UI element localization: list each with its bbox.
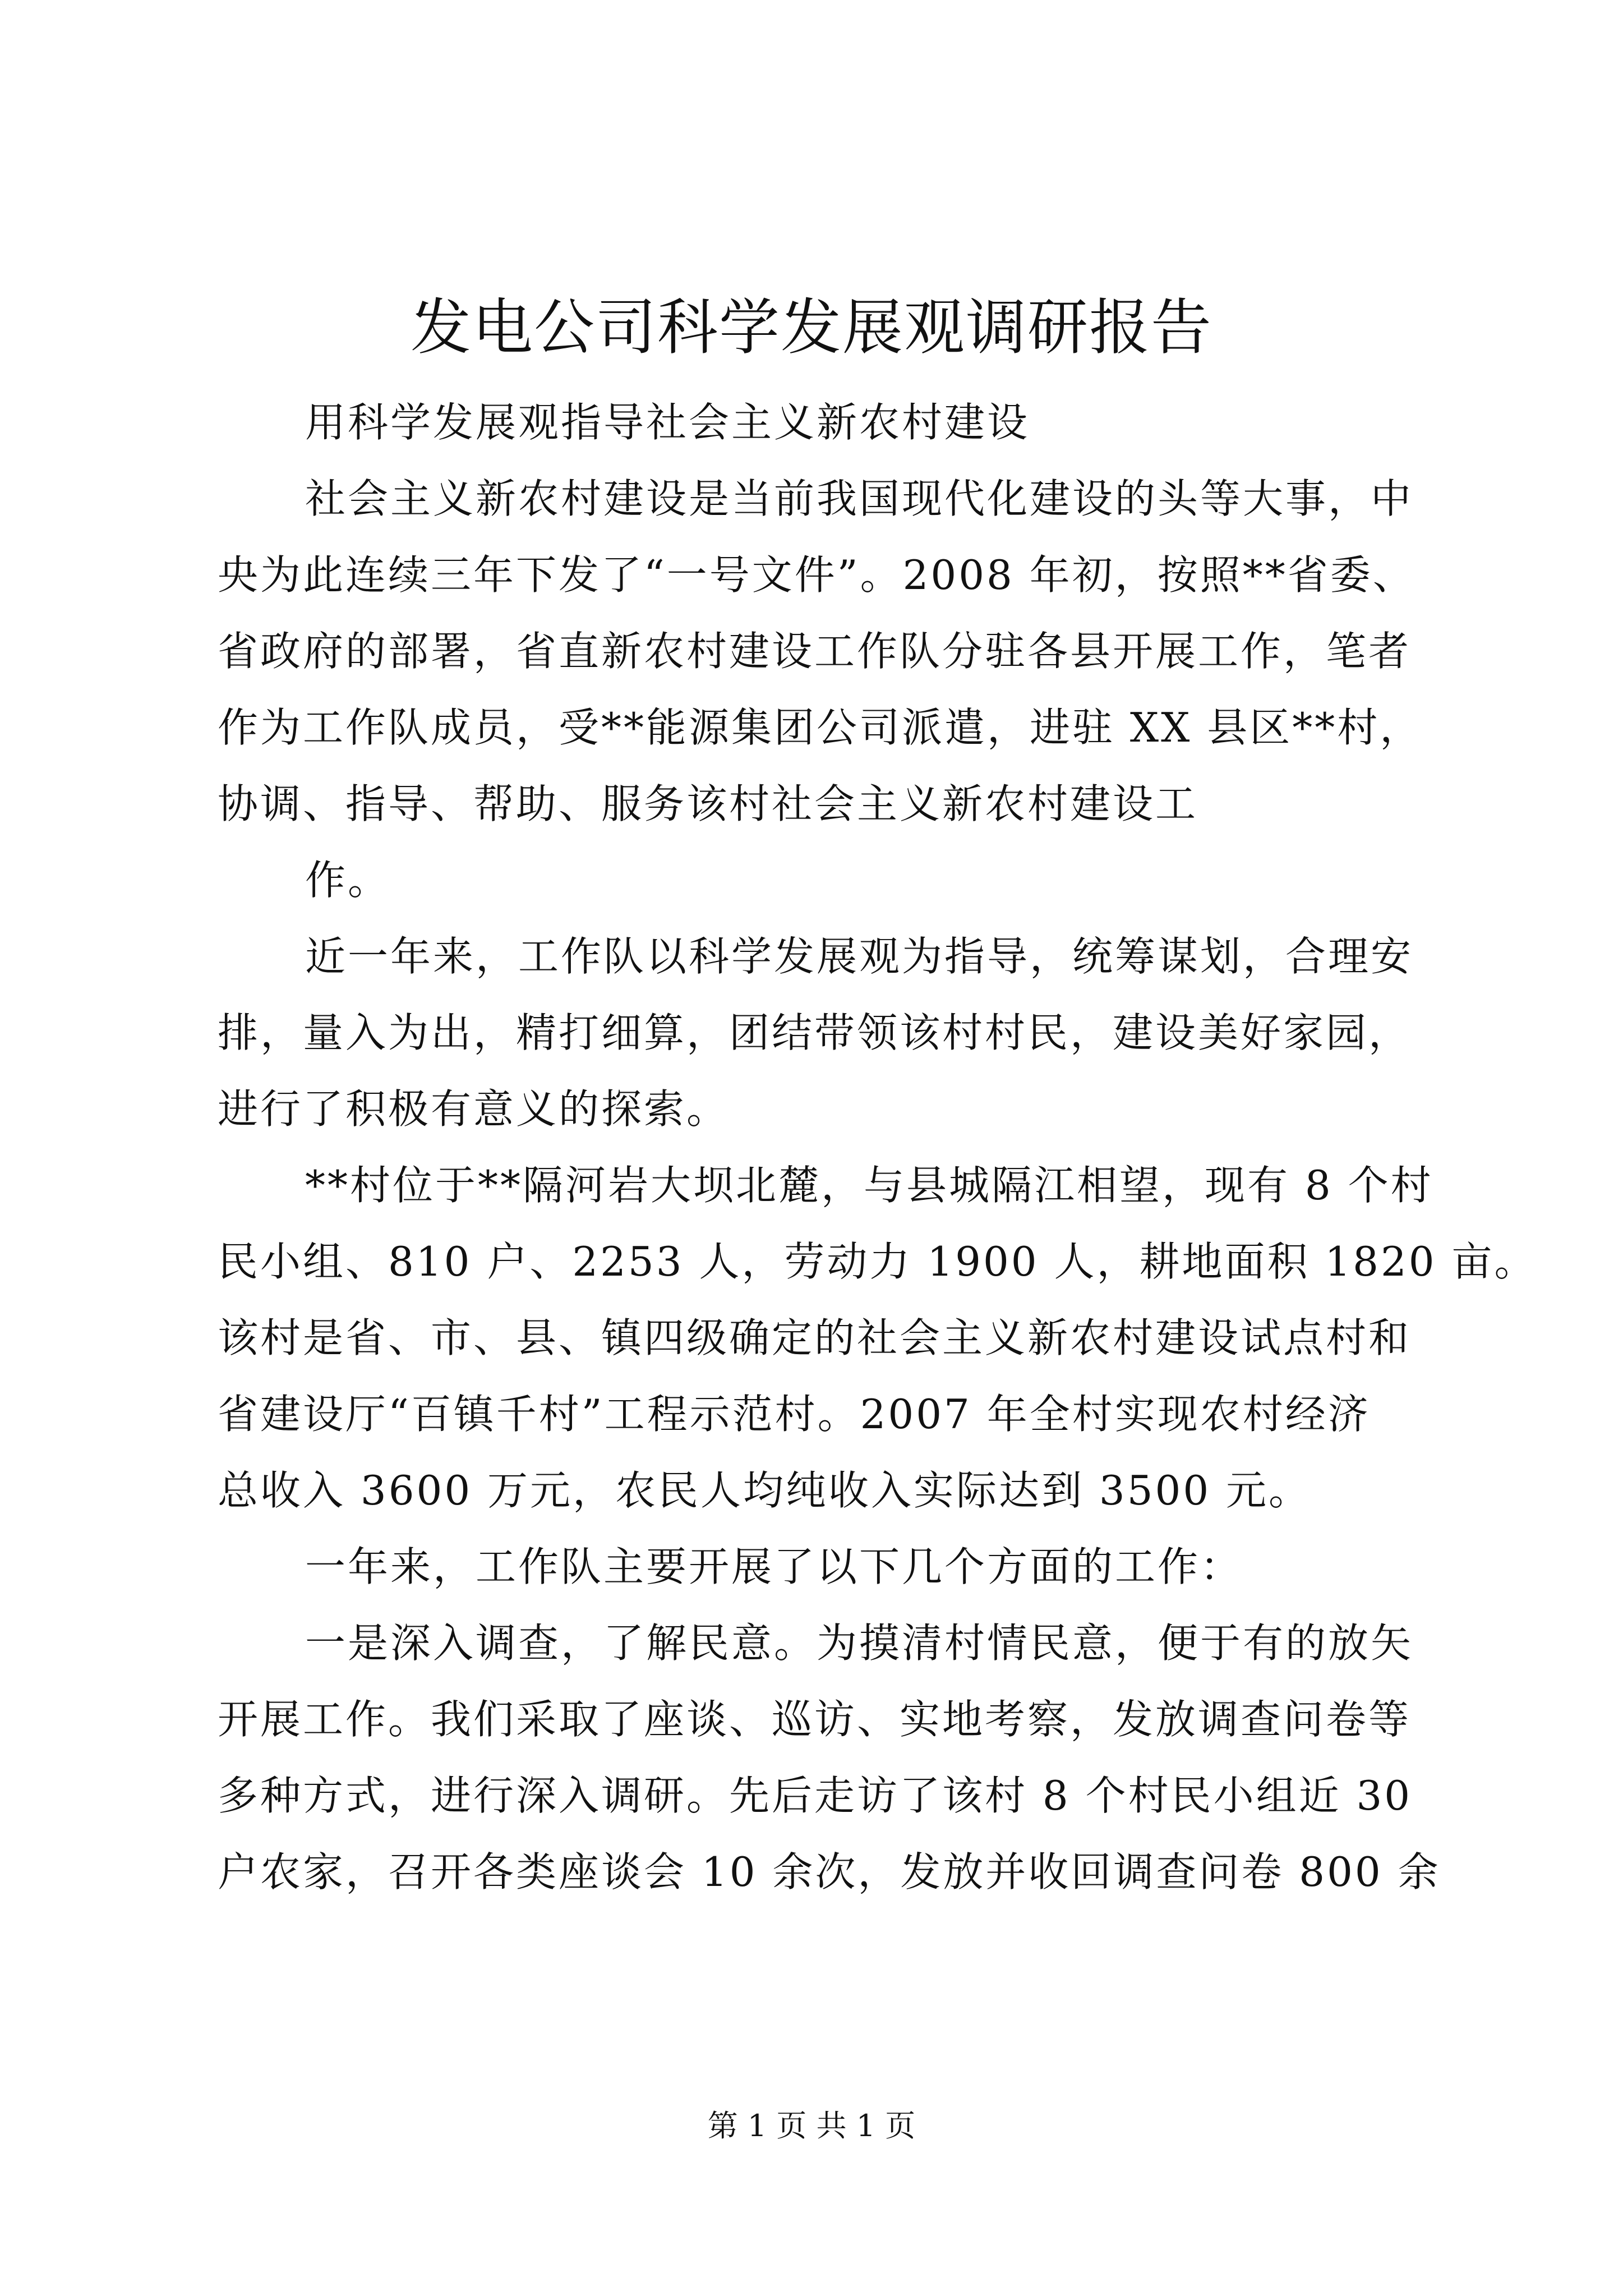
body-line: 省建设厅“百镇千村”工程示范村。2007 年全村实现农村经济 bbox=[218, 1391, 1371, 1438]
body-line: 央为此连续三年下发了“一号文件”。2008 年初，按照**省委、 bbox=[218, 551, 1415, 599]
page-number-footer: 第 1 页 共 1 页 bbox=[707, 2108, 916, 2143]
body-line: 总收入 3600 万元，农民人均纯收入实际达到 3500 元。 bbox=[218, 1467, 1312, 1514]
body-line: 一年来，工作队主要开展了以下几个方面的工作： bbox=[305, 1543, 1243, 1590]
body-line: 开展工作。我们采取了座谈、巡访、实地考察，发放调查问卷等 bbox=[218, 1696, 1412, 1743]
body-line: 近一年来，工作队以科学发展观为指导，统筹谋划，合理安 bbox=[305, 933, 1414, 980]
body-line: 省政府的部署，省直新农村建设工作队分驻各县开展工作，笔者 bbox=[218, 628, 1412, 675]
body-line: 作。 bbox=[305, 857, 391, 904]
body-line: 协调、指导、帮助、服务该村社会主义新农村建设工 bbox=[218, 780, 1198, 827]
body-line: 一是深入调查，了解民意。为摸清村情民意，便于有的放矢 bbox=[305, 1619, 1414, 1667]
body-line: 民小组、810 户、2253 人，劳动力 1900 人，耕地面积 1820 亩。 bbox=[218, 1238, 1537, 1285]
body-line-subtitle: 用科学发展观指导社会主义新农村建设 bbox=[305, 399, 1030, 446]
body-line: 户农家，召开各类座谈会 10 余次，发放并收回调查问卷 800 余 bbox=[218, 1848, 1441, 1895]
body-line: 多种方式，进行深入调研。先后走访了该村 8 个村民小组近 30 bbox=[218, 1772, 1413, 1819]
body-line: 社会主义新农村建设是当前我国现代化建设的头等大事，中 bbox=[305, 475, 1414, 522]
body-line: 进行了积极有意义的探索。 bbox=[218, 1085, 730, 1133]
body-line: 作为工作队成员，受**能源集团公司派遣，进驻 XX 县区**村， bbox=[218, 704, 1423, 751]
document-title: 发电公司科学发展观调研报告 bbox=[410, 293, 1212, 363]
body-line: **村位于**隔河岩大坝北麓，与县城隔江相望，现有 8 个村 bbox=[305, 1162, 1433, 1209]
body-line: 排，量入为出，精打细算，团结带领该村村民，建设美好家园， bbox=[218, 1009, 1412, 1056]
document-body bbox=[218, 384, 1537, 1910]
body-line: 该村是省、市、县、镇四级确定的社会主义新农村建设试点村和 bbox=[218, 1314, 1412, 1361]
